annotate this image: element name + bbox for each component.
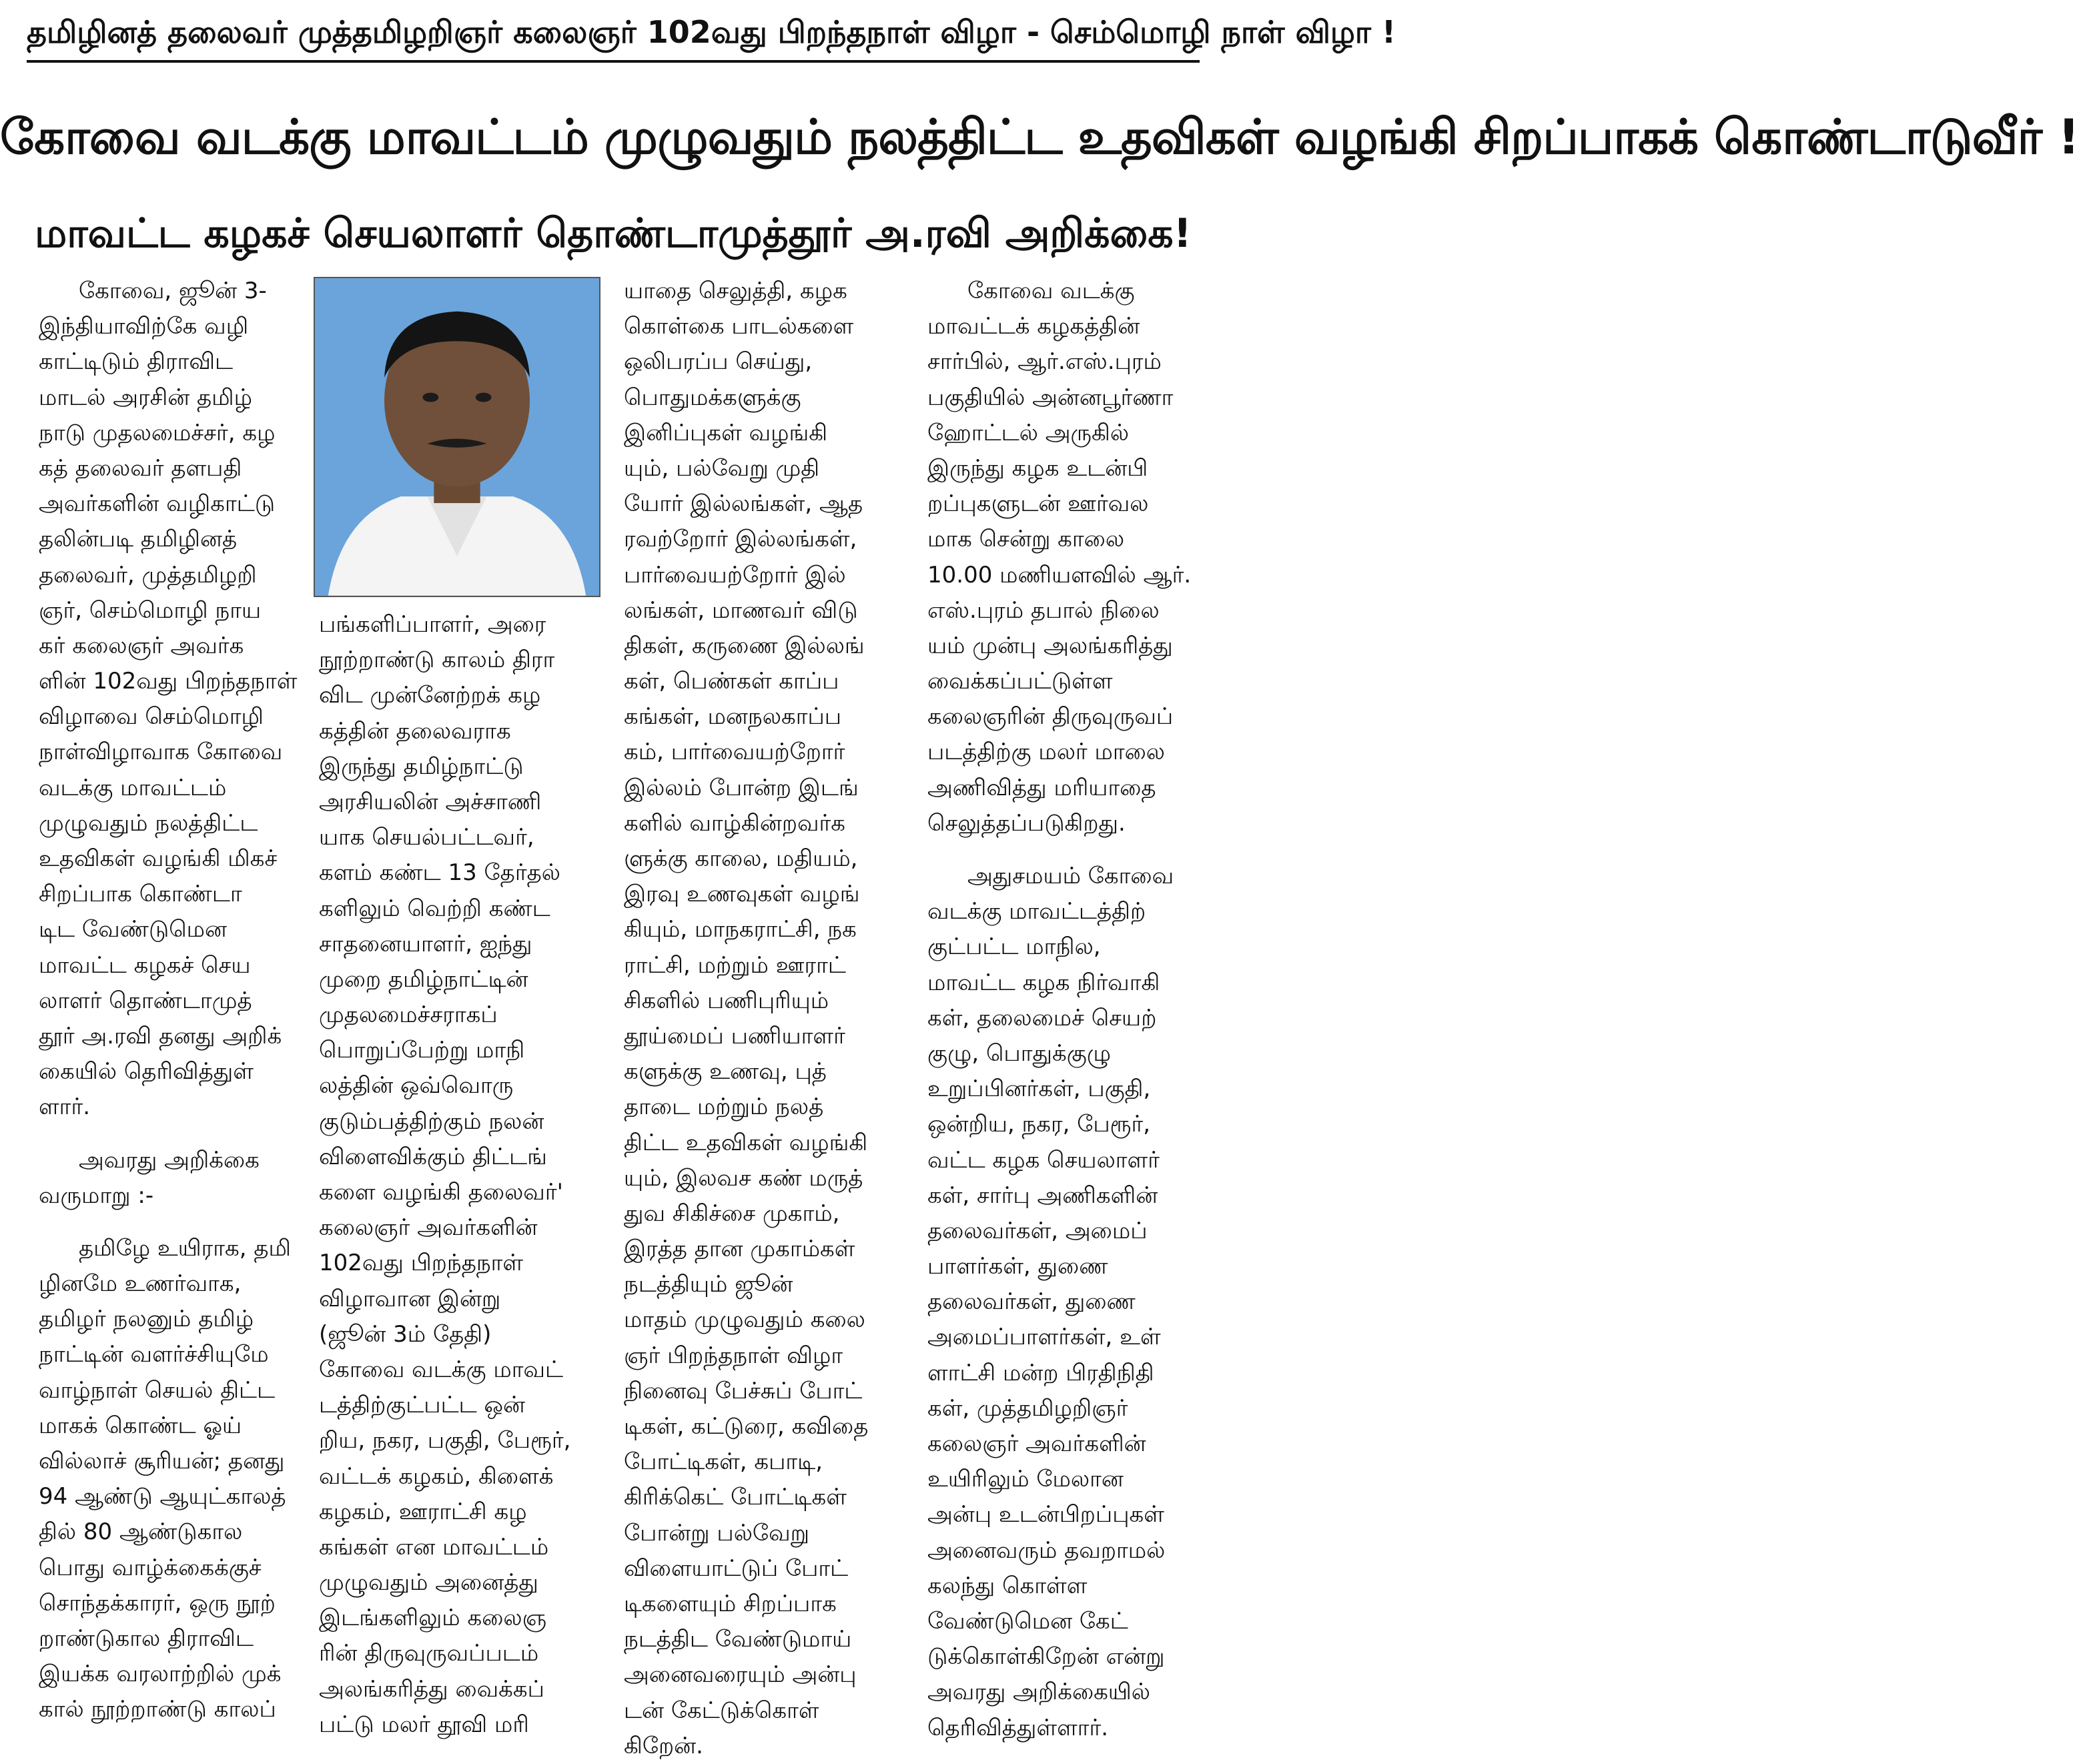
article-line: டிகளையும் சிறப்பாக [624,1590,837,1617]
article-line: படத்திற்கு மலர் மாலை [927,739,1166,766]
kicker-banner: தமிழினத் தலைவர் முத்தமிழறிஞர் கலைஞர் 102வது பிறந்தநாள் விழா - செம்மொழி நாள் விழா ! [27,4,1200,63]
article-line: விட முன்னேற்றக் கழ [319,682,541,709]
article-line: முதலமைச்சராகப் [319,1001,498,1029]
article-line: எஸ்.புரம் தபால் நிலை [927,596,1160,624]
article-line: இந்தியாவிற்கே வழி [39,313,249,340]
article-line: கம், பார்வையற்றோர் [624,739,845,766]
article-line: கள், பெண்கள் காப்ப [624,668,839,695]
article-line: குழு, பொதுக்குழு [927,1039,1112,1067]
article-line: ளுக்கு காலை, மதியம், [624,845,858,872]
article-line: றப்புகளுடன் ஊர்வல [927,490,1149,518]
article-line: களிலும் வெற்றி கண்ட [319,895,550,922]
person-portrait-icon [315,278,599,596]
article-line: களம் கண்ட 13 தேர்தல் [319,859,560,887]
article-line: றிய, நகர, பகுதி, பேரூர், [319,1427,571,1454]
article-line: கியும், மாநகராட்சி, நக [624,916,857,943]
article-line: வடக்கு மாவட்டத்திற் [927,898,1146,925]
article-line: காட்டிடும் திராவிட [39,348,234,376]
article-line: கழகம், ஊராட்சி கழ [319,1498,527,1525]
article-line: அதுசமயம் கோவை [967,863,1174,889]
article-line: யும், பல்வேறு முதி [624,454,820,482]
article-line: மாவட்ட கழக நிர்வாகி [927,969,1160,996]
article-line: கையில் தெரிவித்துள் [39,1058,254,1085]
article-line: இடங்களிலும் கலைஞ [319,1605,547,1632]
article-line: விழாவை செம்மொழி [39,703,264,731]
article-line: சாதனையாளர், ஐந்து [319,930,532,957]
article-line: கால் நூற்றாண்டு காலப் [39,1696,276,1723]
article-line: சார்பில், ஆர்.எஸ்.புரம் [927,348,1162,376]
article-line: பார்வையற்றோர் இல் [624,561,846,588]
article-line: முழுவதும் நலத்திட்ட [39,809,258,837]
article-line: நடத்தியும் ஜூன் [624,1271,793,1298]
article-line: தூர் அ.ரவி தனது அறிக் [39,1022,282,1049]
article-line: விளையாட்டுப் போட் [624,1555,849,1582]
article-line: ரின் திருவுருவப்படம் [319,1640,539,1667]
article-line: ஒன்றிய, நகர, பேரூர், [927,1111,1151,1138]
article-line: மாடல் அரசின் தமிழ் [39,384,252,411]
article-line: வட்டக் கழகம், கிளைக் [319,1462,554,1490]
article-line: டத்திற்குட்பட்ட ஒன் [319,1392,525,1419]
article-line: அன்பு உடன்பிறப்புகள் [927,1501,1164,1528]
article-line: ஞர், செம்மொழி நாய [39,596,262,624]
article-line: அவரது அறிக்கையில் [927,1679,1151,1706]
article-line: வேண்டுமென கேட் [927,1607,1128,1635]
subheadline: மாவட்ட கழகச் செயலாளர் தொண்டாமுத்தூர் அ.ரவி அறிக்கை! [34,210,1192,257]
article-line: கள், முத்தமிழறிஞர் [927,1394,1128,1422]
article-line: கள், சார்பு அணிகளின் [927,1182,1158,1209]
article-column-4 [927,274,1202,1748]
article-line: வைக்கப்பட்டுள்ள [927,668,1113,695]
article-line: விழாவான இன்று [319,1285,501,1312]
article-line: பொறுப்பேற்று மாநி [319,1037,525,1064]
article-line: கர் கலைஞர் அவர்க [39,632,244,659]
article-line: அரசியலின் அச்சாணி [319,788,542,815]
article-line: ளார். [39,1093,91,1121]
article-line: கிரிக்கெட் போட்டிகள் [624,1484,847,1511]
article-line: கள், தலைமைச் செயற் [927,1004,1157,1031]
article-line: கலந்து கொள்ள [927,1572,1088,1599]
article-line: இரத்த தான முகாம்கள் [624,1236,855,1263]
article-line: வட்ட கழக செயலாளர் [927,1146,1160,1174]
article-line: குட்பட்ட மாநில, [927,933,1101,961]
article-line: லத்தின் ஒவ்வொரு [319,1072,514,1099]
article-line: (ஜூன் 3ம் தேதி) [319,1320,492,1348]
article-line: வில்லாச் சூரியன்; தனது [39,1448,285,1474]
article-line: தாடை மற்றும் நலத் [624,1093,824,1121]
article-line: ரவற்றோர் இல்லங்கள், [624,526,857,553]
article-line: விளைவிக்கும் திட்டங் [319,1143,547,1170]
article-line: லங்கள், மாணவர் விடு [624,596,858,624]
article-line: தெரிவித்துள்ளார். [927,1714,1109,1741]
article-line: அனைவரும் தவறாமல் [927,1536,1166,1564]
article-line: யாக செயல்பட்டவர், [319,824,534,851]
article-line: களுக்கு உணவு, புத் [624,1058,827,1085]
article-line: கங்கள் என மாவட்டம் [319,1533,549,1561]
article-line: தமிழே உயிராக, தமி [79,1234,291,1262]
article-line: நடத்திட வேண்டுமாய் [624,1626,852,1653]
article-line: ளின் 102வது பிறந்தநாள் [39,668,298,695]
article-line: கத்தின் தலைவராக [319,717,511,745]
article-line: தலைவர்கள், அமைப் [927,1217,1148,1244]
article-column-3 [624,274,899,1759]
article-line: ராட்சி, மற்றும் ஊராட் [624,951,846,979]
article-line: டன் கேட்டுக்கொள் [624,1697,819,1724]
article-line: அவரது அறிக்கை [79,1146,260,1174]
article-line: இருந்து கழக உடன்பி [927,454,1148,482]
headline: கோவை வடக்கு மாவட்டம் முழுவதும் நலத்திட்ட உதவிகள் வழங்கி சிறப்பாகக் கொண்டாடுவீர் ! [0,109,2079,165]
article-line: தலைவர்கள், துணை [927,1288,1136,1316]
article-line: ளாட்சி மன்ற பிரதிநிதி [927,1359,1154,1386]
article-line: நினைவு பேச்சுப் போட் [624,1377,863,1404]
article-line: மாகக் கொண்ட ஓய் [39,1412,242,1439]
article-line: தமிழர் நலனும் தமிழ் [39,1306,254,1333]
article-line: உதவிகள் வழங்கி மிகச் [39,845,278,872]
article-line: போட்டிகள், கபாடி, [624,1448,823,1476]
article-line: சிறப்பாக கொண்டா [39,881,242,908]
article-line: தில் 80 ஆண்டுகால [39,1518,243,1546]
article-line: கலைஞர் அவர்களின் [927,1430,1146,1457]
article-line: உறுப்பினர்கள், பகுதி, [927,1075,1151,1103]
article-line: நாட்டின் வளர்ச்சியுமே [39,1341,269,1368]
article-line: களில் வாழ்கின்றவர்க [624,809,846,837]
article-line: திகள், கருணை இல்லங் [624,632,865,659]
article-line: வடக்கு மாவட்டம் [39,774,227,801]
article-line: நாடு முதலமைச்சர், கழ [39,419,276,446]
article-line: இரவு உணவுகள் வழங் [624,881,860,908]
article-line: அனைவரையும் அன்பு [624,1661,857,1689]
article-line: கிறேன். [624,1732,703,1759]
article-line: மாதம் முழுவதும் கலை [624,1306,865,1334]
article-line: டுக்கொள்கிறேன் என்று [927,1643,1165,1671]
article-line: மாக சென்று காலை [927,526,1125,553]
article-column-2 [319,607,594,1748]
article-line: அலங்கரித்து வைக்கப் [319,1675,544,1703]
article-line: நூற்றாண்டு காலம் திரா [319,646,555,674]
article-line: குடும்பத்திற்கும் நலன் [319,1108,544,1135]
article-line: பொது வாழ்க்கைக்குச் [39,1554,262,1581]
article-line: முழுவதும் அனைத்து [319,1569,538,1597]
article-line: பொதுமக்களுக்கு [624,384,801,411]
article-line: ஹோட்டல் அருகில் [927,419,1130,446]
article-line: களை வழங்கி தலைவர்' [319,1179,563,1206]
article-line: பட்டு மலர் தூவி மரி [319,1711,529,1738]
article-line: அவர்களின் வழிகாட்டு [39,490,276,518]
article-line: கோவை வடக்கு மாவட் [319,1356,564,1383]
article-line: அணிவித்து மரியாதை [927,774,1156,801]
article-line: போன்று பல்வேறு [624,1519,810,1547]
article-line: கத் தலைவர் தளபதி [39,454,242,482]
article-line: வாழ்நாள் செயல் திட்ட [39,1376,276,1404]
article-line: றாண்டுகால திராவிட [39,1625,254,1652]
article-line: ழினமே உணர்வாக, [39,1270,242,1298]
person-portrait-photo [314,277,600,597]
article-line: பாளர்கள், துணை [927,1253,1108,1280]
article-line: இனிப்புகள் வழங்கி [624,419,828,446]
article-column-1 [39,274,314,1748]
article-line: தலின்படி தமிழினத் [39,526,238,553]
article-line: தலைவர், முத்தமிழறி [39,561,257,588]
article-line: பங்களிப்பாளர், அரை [319,611,546,638]
article-line: மாவட்டக் கழகத்தின் [927,313,1140,340]
article-line: டிட வேண்டுமென [39,916,228,943]
article-line: இல்லம் போன்ற இடங் [624,774,859,801]
article-line: 94 ஆண்டு ஆயுட்காலத் [39,1483,286,1510]
article-line: சொந்தக்காரர், ஒரு நூற் [39,1589,276,1617]
article-line: முறை தமிழ்நாட்டின் [319,965,528,993]
article-line: சிகளில் பணிபுரியும் [624,987,829,1014]
article-line: லாளர் தொண்டாமுத் [39,987,252,1014]
article-line: தூய்மைப் பணியாளர் [624,1022,845,1049]
article-line: கங்கள், மனநலகாப்ப [624,703,842,731]
article-line: பகுதியில் அன்னபூர்ணா [927,384,1174,411]
article-line: கொள்கை பாடல்களை [624,313,854,340]
article-line: உயிரிலும் மேலான [927,1466,1124,1493]
article-line: திட்ட உதவிகள் வழங்கி [624,1129,868,1156]
article-line: கோவை வடக்கு [967,278,1135,304]
article-line: நாள்விழாவாக கோவை [39,739,283,766]
article-line: யோர் இல்லங்கள், ஆத [624,490,863,518]
article-line: யம் முன்பு அலங்கரித்து [927,632,1173,659]
article-line: துவ சிகிச்சை முகாம், [624,1200,840,1227]
article-line: மாவட்ட கழகச் செய [39,951,251,979]
article-line: கோவை, ஜூன் 3- [79,278,267,304]
article-line: செலுத்தப்படுகிறது. [927,809,1126,837]
article-line: 10.00 மணியளவில் ஆர். [927,561,1192,588]
article-line: ஞர் பிறந்தநாள் விழா [624,1342,843,1369]
article-line: அமைப்பாளர்கள், உள் [927,1324,1161,1351]
article-line: 102வது பிறந்தநாள் [319,1250,524,1277]
article-line: இயக்க வரலாற்றில் முக் [39,1661,282,1688]
article-line: கலைஞரின் திருவுருவப் [927,703,1174,731]
article-line: இருந்து தமிழ்நாட்டு [319,753,524,780]
article-line: ஒலிபரப்ப செய்து, [624,348,813,376]
article-line: டிகள், கட்டுரை, கவிதை [624,1413,869,1440]
article-line: வருமாறு :- [39,1182,154,1209]
article-line: யாதை செலுத்தி, கழக [624,278,847,304]
article-line: கலைஞர் அவர்களின் [319,1214,538,1242]
article-line: யும், இலவச கண் மருத் [624,1164,863,1192]
